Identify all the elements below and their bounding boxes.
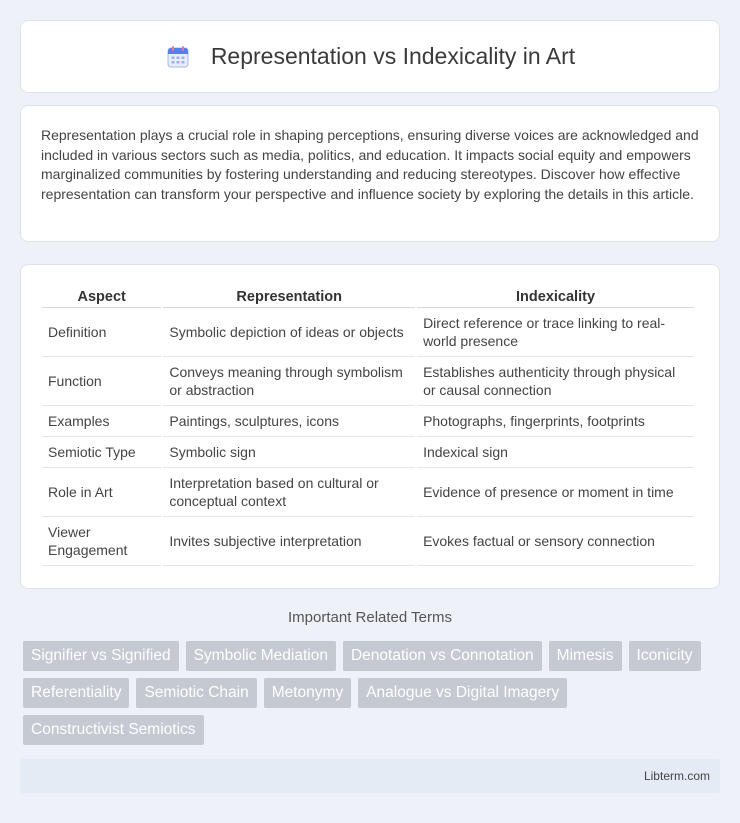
- intro-text: Representation plays a crucial role in shaping perceptions, ensuring diverse voices are acknowledged and included in various sectors such as media, politics, and education. It impacts social equity and empowers marginalized communities by fostering understanding and reducing stereotypes. Discover how effective representation can transform your perspective and influence society by exploring the details in this article.: [41, 127, 699, 202]
- related-term-tag[interactable]: Symbolic Mediation: [186, 641, 336, 671]
- table-cell: Semiotic Type: [42, 437, 161, 468]
- table-cell: Symbolic depiction of ideas or objects: [163, 308, 415, 357]
- table-cell: Direct reference or trace linking to real-world presence: [417, 308, 694, 357]
- related-terms-title: Important Related Terms: [288, 609, 452, 626]
- related-term-tag[interactable]: Semiotic Chain: [136, 678, 256, 708]
- footer: [20, 759, 720, 793]
- table-cell: Viewer Engagement: [42, 517, 161, 566]
- comparison-table-card: [20, 264, 720, 589]
- table-cell: Definition: [42, 308, 161, 357]
- column-header-indexicality: Indexicality: [417, 286, 694, 308]
- related-term-tag[interactable]: Signifier vs Signified: [23, 641, 179, 671]
- related-term-tag[interactable]: Iconicity: [629, 641, 701, 671]
- comparison-table: [40, 286, 696, 566]
- table-cell: Invites subjective interpretation: [163, 517, 415, 566]
- column-header-representation: Representation: [163, 286, 415, 308]
- related-term-tag[interactable]: Mimesis: [549, 641, 622, 671]
- table-row: [42, 406, 694, 437]
- footer-site-link[interactable]: Libterm.com: [643, 769, 710, 783]
- table-row: [42, 517, 694, 566]
- table-cell: Conveys meaning through symbolism or abstraction: [163, 357, 415, 406]
- related-term-tag[interactable]: Constructivist Semiotics: [23, 715, 204, 745]
- related-term-tag[interactable]: Referentiality: [23, 678, 129, 708]
- related-term-tag[interactable]: Metonymy: [264, 678, 352, 708]
- header-card: [20, 20, 720, 93]
- table-cell: Symbolic sign: [163, 437, 415, 468]
- table-cell: Evokes factual or sensory connection: [417, 517, 694, 566]
- calendar-icon: [165, 44, 191, 70]
- related-terms-list: [23, 641, 723, 745]
- table-cell: Paintings, sculptures, icons: [163, 406, 415, 437]
- related-term-tag[interactable]: Analogue vs Digital Imagery: [358, 678, 567, 708]
- table-cell: Interpretation based on cultural or conceptual context: [163, 468, 415, 517]
- table-cell: Indexical sign: [417, 437, 694, 468]
- page-title: Representation vs Indexicality in Art: [210, 43, 576, 69]
- column-header-aspect: Aspect: [42, 286, 161, 308]
- intro-card: [20, 105, 720, 242]
- table-row: [42, 308, 694, 357]
- table-row: [42, 437, 694, 468]
- table-row: [42, 468, 694, 517]
- table-cell: Role in Art: [42, 468, 161, 517]
- related-term-tag[interactable]: Denotation vs Connotation: [343, 641, 542, 671]
- table-cell: Function: [42, 357, 161, 406]
- table-cell: Examples: [42, 406, 161, 437]
- table-cell: Photographs, fingerprints, footprints: [417, 406, 694, 437]
- table-cell: Evidence of presence or moment in time: [417, 468, 694, 517]
- table-header-row: [42, 286, 694, 308]
- table-row: [42, 357, 694, 406]
- table-cell: Establishes authenticity through physical or causal connection: [417, 357, 694, 406]
